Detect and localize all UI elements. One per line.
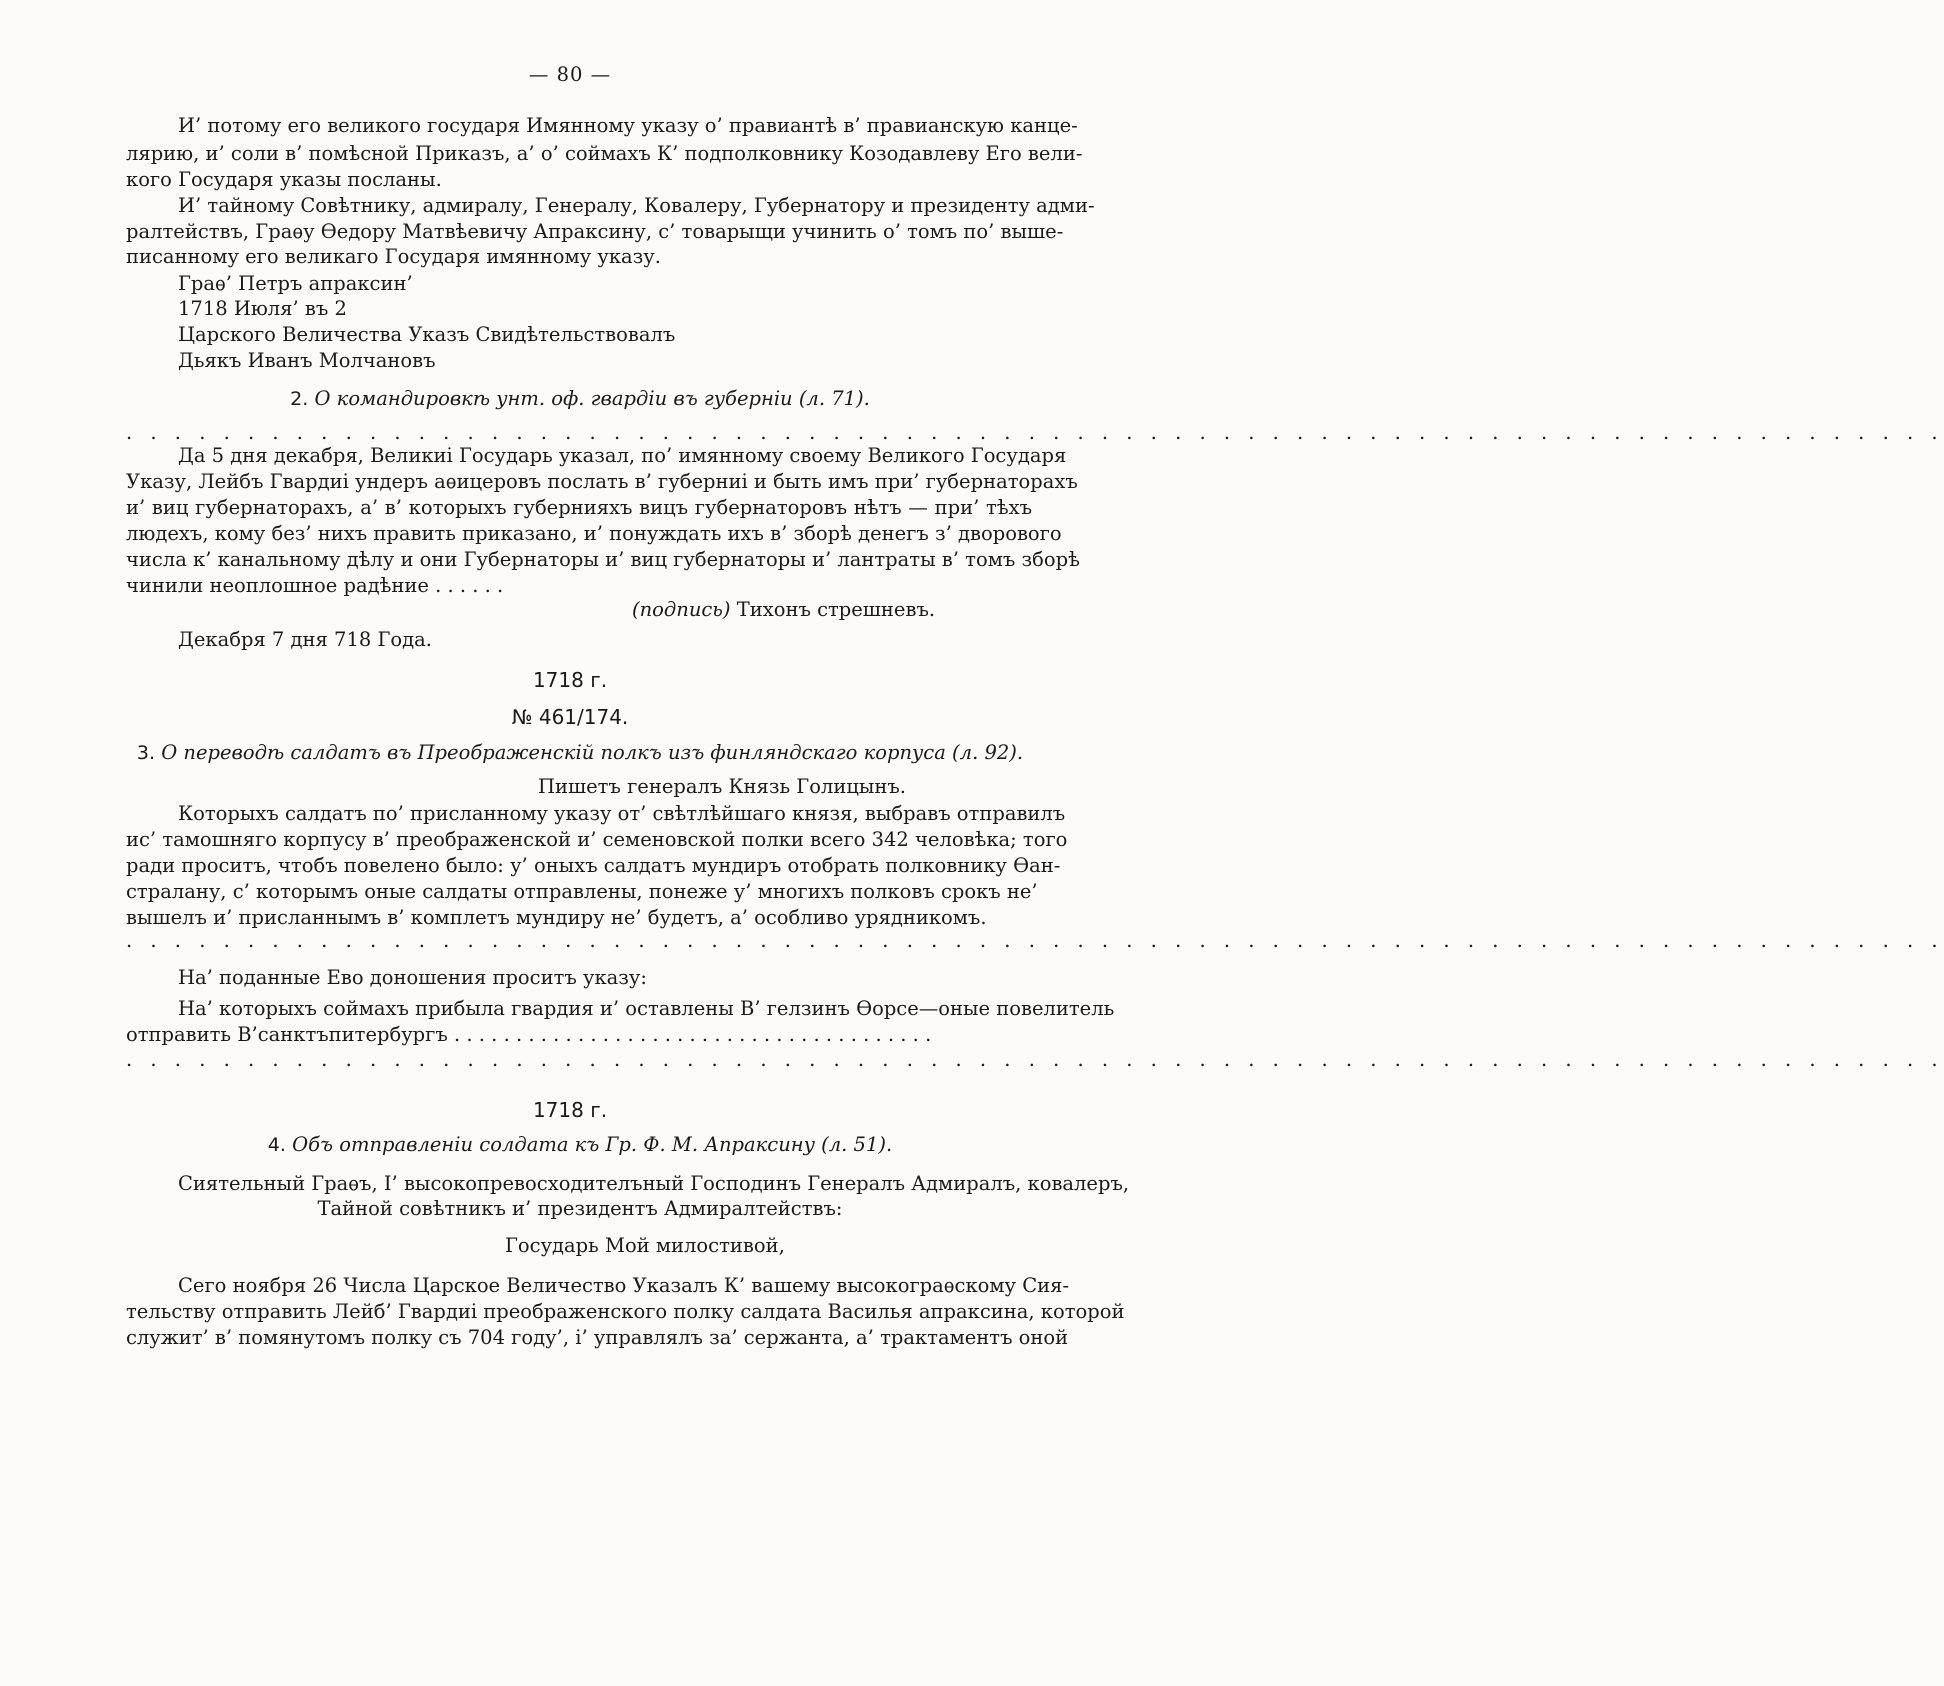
section-heading-4 [0,1132,1140,1158]
address-line: Сиятельный Граѳъ, І’ высокопревосходителъный Господинъ Генералъ Адмиралъ, ковалеръ, [178,1172,1130,1195]
year-heading: 1718 г. [532,668,608,692]
signature-block [632,597,1032,623]
year-heading: 1718 г. [532,1098,608,1122]
signature-line: Царского Величества Указъ Свидѣтельствовалъ [178,323,676,346]
paragraph-line: числа к’ канальному дѣлу и они Губернаторы и’ виц губернаторы и’ лантраты в’ томъ зборѣ [126,548,1080,571]
paragraph-line: стралану, с’ которымъ оные салдаты отправлены, понеже у’ многихъ полковъ срокъ не’ [126,880,1038,903]
paragraph-line: И’ тайному Совѣтнику, адмиралу, Генералу, Ковалеру, Губернатору и президенту адми- [178,194,1095,217]
paragraph-line: чинили неоплошное радѣние . . . . . . [126,574,504,597]
ellipsis-divider: . . . . . . . . . . . . . . . . . . . . . . . . . . . . . . . . . . . . . . . . . . . . . . . . . . . . . . . . . . . . . . . . . . . . . . . . . . . [126,929,1944,952]
author-line: Пишетъ генералъ Князь Голицынъ. [538,775,906,798]
paragraph-line: кого Государя указы посланы. [126,168,442,191]
ellipsis-divider: . . . . . . . . . . . . . . . . . . . . . . . . . . . . . . . . . . . . . . . . . . . . . . . . . . . . . . . . . . . . . . . . . . . . . . . . . . . [126,421,1944,444]
paragraph-line: служит’ в’ помянутомъ полку съ 704 году’, і’ управлялъ за’ сержанта, а’ трактаментъ оной [126,1326,1069,1349]
paragraph-line: лярию, и’ соли в’ помѣсной Приказъ, а’ о’ соймахъ К’ подполковнику Козодавлеву Его вели- [126,142,1083,165]
section-heading-2 [0,386,1140,412]
paragraph-line: писанному его великаго Государя имянному указу. [126,245,661,268]
paragraph-line: людехъ, кому без’ нихъ править приказано, и’ понуждать ихъ в’ зборѣ денегъ з’ дворового [126,522,1062,545]
paragraph-line: и’ виц губернаторахъ, а’ в’ которыхъ губернияхъ вицъ губернаторовъ нѣтъ — при’ тѣхъ [126,496,1032,519]
paragraph-line: ралтействъ, Граѳу Ѳедору Матвѣевичу Апраксину, с’ товарыщи учинить о’ томъ по’ выше- [126,220,1064,243]
signature-name: Тихонъ стрешневъ. [736,598,936,621]
section-title: О переводѣ салдатъ въ Преображенскiй полкъ изъ финляндскаго корпуса (л. 92). [161,741,1024,764]
signature-line: Дьякъ Иванъ Молчановъ [178,349,436,372]
address-line: Тайной совѣтникъ и’ президентъ Адмиралтействъ: [317,1197,843,1220]
paragraph-line: Указу, Лейбъ Гвардиі ундеръ аѳицеровъ послать в’ губерниі и быть имъ при’ губернаторахъ [126,470,1078,493]
signature-label: (подпись) [632,598,731,621]
document-number: № 461/174. [511,705,629,729]
paragraph-line: тельству отправить Лейб’ Гвардиі преображенского полку салдата Василья апраксина, которой [126,1300,1125,1323]
section-number: 2. [290,388,309,410]
paragraph-line: Сего ноября 26 Числа Царское Величество Указалъ К’ вашему высокограѳскому Сия- [178,1274,1070,1297]
section-heading-3 [0,740,1140,766]
page-number: — 80 — [528,63,612,86]
section-title: О командировкѣ унт. оф. гвардiи въ губернiи (л. 71). [314,387,870,410]
paragraph-line: Да 5 дня декабря, Великиі Государь указал, по’ имянному своему Великого Государя [178,444,1067,467]
paragraph-line: И’ потому его великого государя Имянному указу о’ правиантѣ в’ правианскую канце- [178,114,1078,137]
signature-line: Граѳ’ Петръ апраксин’ [178,272,413,295]
paragraph-line: ис’ тамошняго корпусу в’ преображенской и’ семеновской полки всего 342 человѣка; того [126,828,1068,851]
section-number: 4. [267,1134,286,1156]
paragraph-line: На’ которыхъ соймахъ прибыла гвардия и’ оставлены В’ гелзинъ Ѳорсе—оные повелитель [178,997,1115,1020]
date-line: Декабря 7 дня 718 Года. [178,628,432,651]
section-number: 3. [136,742,156,764]
paragraph-line: отправить В’санктъпитербургъ . . . . . . . . . . . . . . . . . . . . . . . . . . . . . . . . . . . . . . . [126,1023,932,1046]
section-title: Объ отправленiи солдата къ Гр. Ф. М. Апраксину (л. 51). [292,1133,893,1156]
signature-line: 1718 Июля’ въ 2 [178,297,347,320]
paragraph-line: На’ поданные Ево доношения проситъ указу: [178,966,647,989]
paragraph-line: Которыхъ салдатъ по’ присланному указу от’ свѣтлѣйшаго князя, выбравъ отправилъ [178,802,1066,825]
ellipsis-divider: . . . . . . . . . . . . . . . . . . . . . . . . . . . . . . . . . . . . . . . . . . . . . . . . . . . . . . . . . . . . . . . . . . . . . . . . . . . [126,1048,1944,1071]
greeting-line: Государь Мой милостивой, [505,1234,785,1257]
paragraph-line: вышелъ и’ присланнымъ в’ комплетъ мундиру не’ будетъ, а’ особливо урядникомъ. [126,906,987,929]
paragraph-line: ради проситъ, чтобъ повелено было: у’ оныхъ салдатъ мундиръ отобрать полковнику Ѳан- [126,854,1061,877]
